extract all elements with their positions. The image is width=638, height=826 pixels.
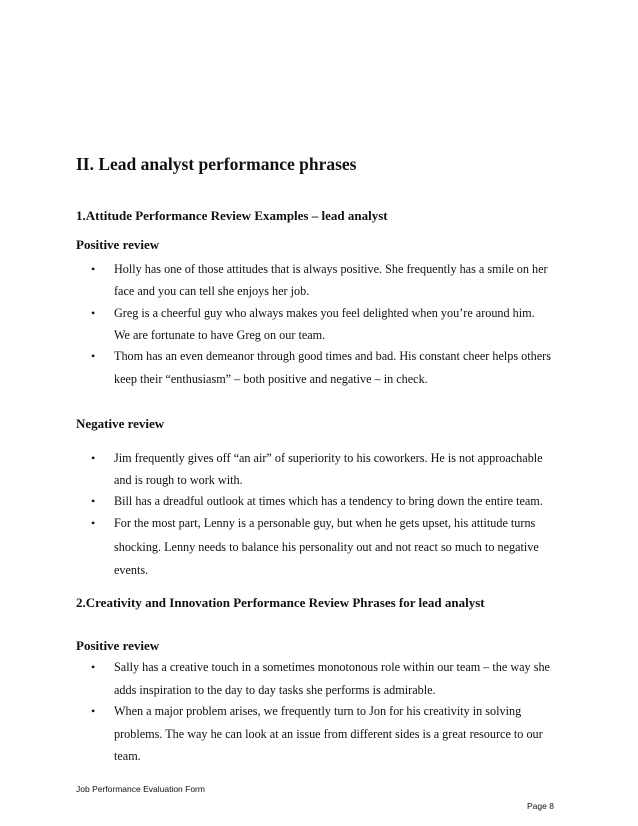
- list-item-line: face and you can tell she enjoys her job.: [114, 284, 310, 298]
- list-item-line: keep their “enthusiasm” – both positive and negative – in check.: [114, 372, 428, 386]
- bullet-icon: •: [91, 306, 96, 320]
- list-item-line: events.: [114, 563, 149, 577]
- list-item-line: Jim frequently gives off “an air” of superiority to his coworkers. He is not approachable: [114, 451, 543, 465]
- list-item-line: Thom has an even demeanor through good times and bad. His constant cheer helps others: [114, 349, 551, 363]
- list-item-line: We are fortunate to have Greg on our team.: [114, 328, 326, 342]
- list-item-line: Bill has a dreadful outlook at times which has a tendency to bring down the entire team.: [114, 494, 543, 508]
- list-item-line: Greg is a cheerful guy who always makes you feel delighted when you’re around him.: [114, 306, 535, 320]
- bullet-icon: •: [91, 494, 96, 508]
- section-1-negative-label: Negative review: [76, 416, 165, 431]
- bullet-icon: •: [91, 516, 96, 530]
- list-item-line: shocking. Lenny needs to balance his personality out and not react so much to negative: [114, 540, 539, 554]
- list-item-line: Holly has one of those attitudes that is always positive. She frequently has a smile on her: [114, 262, 548, 276]
- page-heading: II. Lead analyst performance phrases: [76, 154, 357, 174]
- bullet-icon: •: [91, 262, 96, 276]
- bullet-icon: •: [91, 451, 96, 465]
- section-2-positive-label: Positive review: [76, 638, 160, 653]
- list-item-line: and is rough to work with.: [114, 473, 243, 487]
- list-item-line: problems. The way he can look at an issue from different sides is a great resource to our: [114, 727, 543, 741]
- list-item-line: team.: [114, 749, 141, 763]
- list-item-line: For the most part, Lenny is a personable guy, but when he gets upset, his attitude turns: [114, 516, 536, 530]
- section-1-title: 1.Attitude Performance Review Examples – lead analyst: [76, 208, 388, 223]
- list-item-line: Sally has a creative touch in a sometimes monotonous role within our team – the way she: [114, 660, 550, 674]
- bullet-icon: •: [91, 660, 96, 674]
- bullet-icon: •: [91, 704, 96, 718]
- list-item-line: When a major problem arises, we frequently turn to Jon for his creativity in solving: [114, 704, 522, 718]
- section-1-positive-label: Positive review: [76, 237, 160, 252]
- footer-title: Job Performance Evaluation Form: [76, 784, 205, 794]
- list-item-line: adds inspiration to the day to day tasks she performs is admirable.: [114, 683, 436, 697]
- section-2-title: 2.Creativity and Innovation Performance Review Phrases for lead analyst: [76, 595, 485, 610]
- page-number: Page 8: [527, 801, 554, 811]
- bullet-icon: •: [91, 349, 96, 363]
